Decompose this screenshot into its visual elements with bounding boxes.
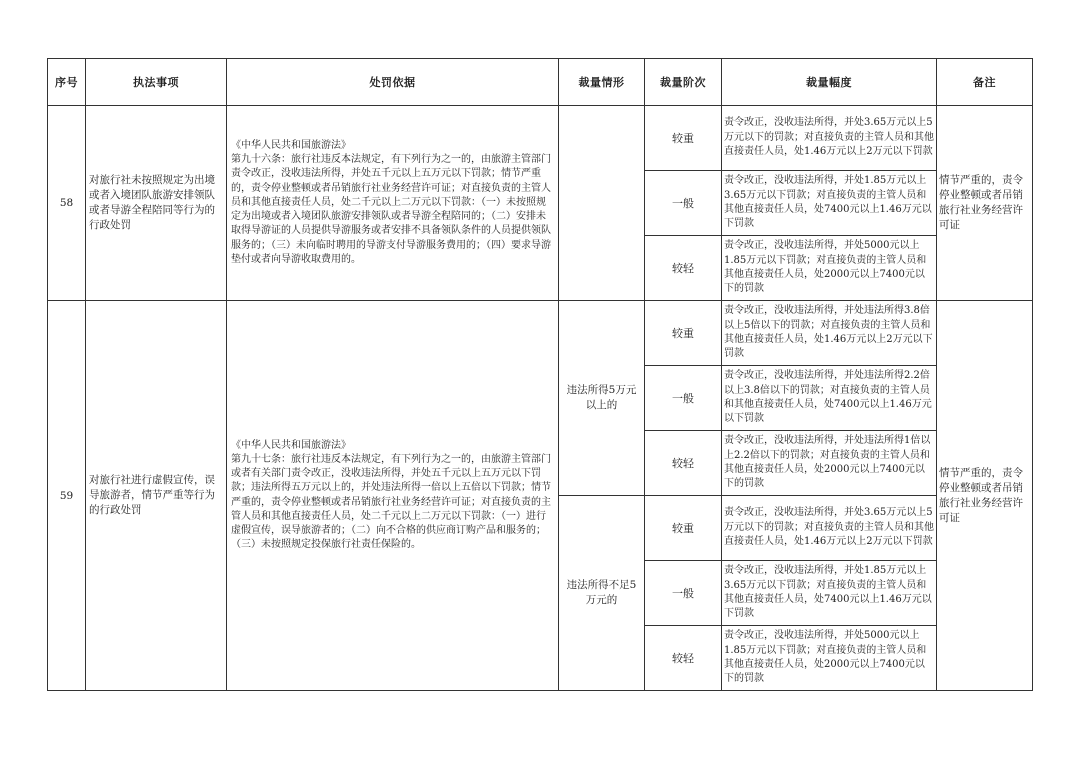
situation-cell [559, 106, 645, 301]
enforcement-item: 对旅行社未按照规定为出境或者入境团队旅游安排领队或者导游全程陪同等行为的行政处罚 [86, 106, 227, 301]
level-cell: 一般 [645, 171, 722, 236]
table-row [48, 106, 1033, 171]
range-cell: 责令改正，没收违法所得，并处5000元以上1.85万元以下罚款；对直接负责的主管人员和其他直接责任人员，处2000元以上7400元以下的罚款 [722, 236, 937, 301]
range-cell: 责令改正，没收违法所得，并处1.85万元以上3.65万元以下罚款；对直接负责的主管人员和其他直接责任人员，处7400元以上1.46万元以下罚款 [722, 171, 937, 236]
header-row [48, 59, 1033, 106]
header-level: 裁量阶次 [645, 59, 722, 106]
level-cell: 较轻 [645, 431, 722, 496]
penalty-table [47, 58, 1033, 691]
row-number: 59 [48, 301, 86, 691]
header-num: 序号 [48, 59, 86, 106]
penalty-basis: 《中华人民共和国旅游法》 第九十七条：旅行社违反本法规定，有下列行为之一的，由旅游主管部门或者有关部门责令改正，没收违法所得，并处五千元以上五万元以下罚款；违法所得五万元以上的，并处违法所得一倍以上五倍以下罚款；情节严重的，责令停业整顿或者吊销旅行社业务经营许可证；对直接负责的主管人员和其他直接责任人员，处二千元以上二万元以下罚款：（一）进行虚假宣传，误导旅游者的；（二）向不合格的供应商订购产品和服务的；（三）未按照规定投保旅行社责任保险的。 [227, 301, 559, 691]
level-cell: 较重 [645, 106, 722, 171]
range-cell: 责令改正，没收违法所得，并处3.65万元以上5万元以下的罚款；对直接负责的主管人员和其他直接责任人员，处1.46万元以上2万元以下罚款 [722, 496, 937, 561]
level-cell: 较轻 [645, 236, 722, 301]
note-cell: 情节严重的，责令停业整顿或者吊销旅行社业务经营许可证 [937, 106, 1033, 301]
penalty-basis: 《中华人民共和国旅游法》 第九十六条：旅行社违反本法规定，有下列行为之一的，由旅游主管部门责令改正，没收违法所得，并处五千元以上五万元以下罚款；情节严重的，责令停业整顿或者吊销旅行社业务经营许可证；对直接负责的主管人员和其他直接责任人员，处二千元以上二万元以下罚款：（一）未按照规定为出境或者入境团队旅游安排领队或者导游全程陪同的；（二）安排未取得导游证的人员提供导游服务或者安排不具备领队条件的人员提供领队服务的；（三）未向临时聘用的导游支付导游服务费用的；（四）要求导游垫付或者向导游收取费用的。 [227, 106, 559, 301]
table-row [48, 301, 1033, 366]
header-basis: 处罚依据 [227, 59, 559, 106]
enforcement-item: 对旅行社进行虚假宣传，误导旅游者，情节严重等行为的行政处罚 [86, 301, 227, 691]
header-range: 裁量幅度 [722, 59, 937, 106]
level-cell: 较轻 [645, 626, 722, 691]
level-cell: 一般 [645, 366, 722, 431]
header-item: 执法事项 [86, 59, 227, 106]
range-cell: 责令改正，没收违法所得，并处违法所得2.2倍以上3.8倍以下的罚款；对直接负责的主管人员和其他直接责任人员，处7400元以上1.46万元以下罚款 [722, 366, 937, 431]
range-cell: 责令改正，没收违法所得，并处3.65万元以上5万元以下的罚款；对直接负责的主管人员和其他直接责任人员，处1.46万元以上2万元以下罚款 [722, 106, 937, 171]
header-situation: 裁量情形 [559, 59, 645, 106]
range-cell: 责令改正，没收违法所得，并处5000元以上1.85万元以下罚款；对直接负责的主管人员和其他直接责任人员，处2000元以上7400元以下的罚款 [722, 626, 937, 691]
situation-cell: 违法所得不足5万元的 [559, 496, 645, 691]
range-cell: 责令改正，没收违法所得，并处违法所得3.8倍以上5倍以下的罚款；对直接负责的主管人员和其他直接责任人员，处1.46万元以上2万元以下罚款 [722, 301, 937, 366]
level-cell: 较重 [645, 301, 722, 366]
range-cell: 责令改正，没收违法所得，并处1.85万元以上3.65万元以下罚款；对直接负责的主管人员和其他直接责任人员，处7400元以上1.46万元以下罚款 [722, 561, 937, 626]
level-cell: 较重 [645, 496, 722, 561]
header-note: 备注 [937, 59, 1033, 106]
situation-cell: 违法所得5万元以上的 [559, 301, 645, 496]
note-cell: 情节严重的，责令停业整顿或者吊销旅行社业务经营许可证 [937, 301, 1033, 691]
range-cell: 责令改正，没收违法所得，并处违法所得1倍以上2.2倍以下的罚款；对直接负责的主管人员和其他直接责任人员，处2000元以上7400元以下的罚款 [722, 431, 937, 496]
row-number: 58 [48, 106, 86, 301]
level-cell: 一般 [645, 561, 722, 626]
